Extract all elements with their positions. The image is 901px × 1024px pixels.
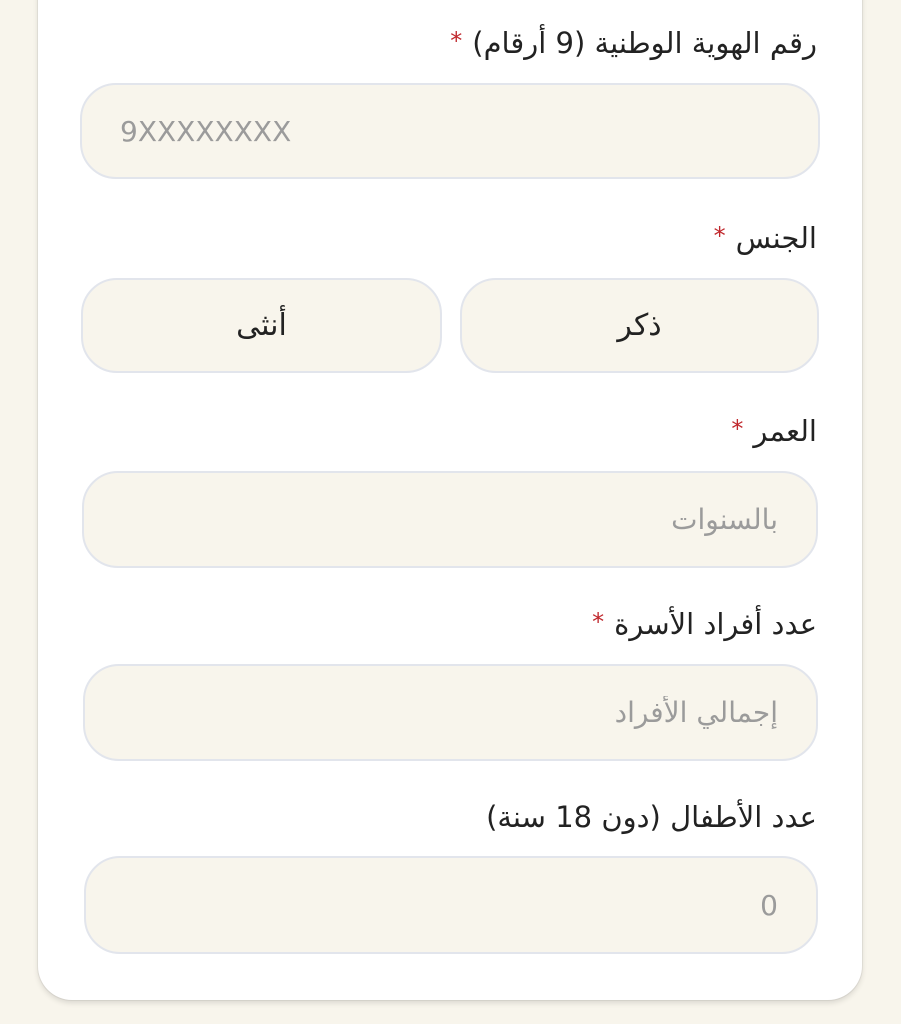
family-members-label-text: عدد أفراد الأسرة — [614, 607, 817, 641]
gender-male-button[interactable] — [460, 278, 819, 373]
age-label — [731, 414, 817, 448]
required-mark: * — [450, 27, 463, 55]
children-label-text: عدد الأطفال (دون 18 سنة) — [486, 800, 817, 834]
gender-label-text: الجنس — [735, 221, 817, 255]
age-input[interactable] — [84, 473, 816, 566]
children-input[interactable] — [86, 858, 816, 952]
family-members-input[interactable] — [85, 666, 816, 759]
family-members-field[interactable] — [83, 664, 818, 761]
national-id-input[interactable] — [82, 85, 818, 177]
children-field[interactable] — [84, 856, 818, 954]
children-label — [486, 800, 817, 834]
gender-female-button[interactable] — [81, 278, 442, 373]
required-mark: * — [713, 222, 726, 250]
age-label-text: العمر — [753, 414, 817, 448]
gender-female-label: أنثى — [236, 308, 287, 343]
national-id-label-text: رقم الهوية الوطنية (9 أرقام) — [472, 26, 817, 60]
gender-male-label: ذكر — [617, 308, 662, 343]
required-mark: * — [592, 608, 605, 636]
national-id-field[interactable] — [80, 83, 820, 179]
required-mark: * — [731, 415, 744, 443]
gender-label — [714, 221, 817, 255]
family-members-label — [592, 607, 817, 641]
age-field[interactable] — [82, 471, 818, 568]
national-id-label — [450, 26, 817, 60]
